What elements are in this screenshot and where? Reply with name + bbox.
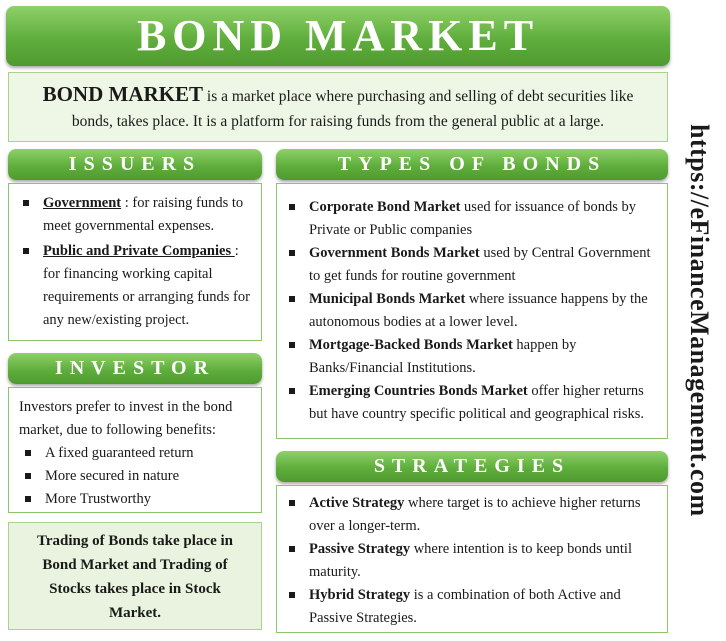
issuers-heading: ISSUERS (8, 149, 262, 180)
item-term: Mortgage-Backed Bonds Market (309, 337, 513, 353)
list-item (17, 192, 251, 238)
side-url (679, 8, 719, 633)
list-item (283, 242, 655, 288)
types-box (276, 183, 668, 439)
item-text: happen by Banks/Financial Institutions. (309, 337, 577, 376)
list-item (283, 288, 655, 334)
list-item (17, 240, 251, 332)
item-text: where intention is to keep bonds until maturity. (309, 541, 632, 580)
list-item (283, 492, 655, 538)
item-term: Municipal Bonds Market (309, 291, 466, 307)
item-term: Emerging Countries Bonds Market (309, 383, 528, 399)
trading-note: Trading of Bonds take place in Bond Market and Trading of Stocks takes place in Stock Market. (8, 522, 262, 630)
item-text: used by Central Government to get funds for routine government (309, 245, 651, 284)
list-item (283, 334, 655, 380)
investor-list (19, 442, 251, 511)
item-term: Active Strategy (309, 495, 405, 511)
intro-lead: BOND MARKET (42, 82, 204, 106)
issuers-list (17, 192, 251, 332)
list-item (283, 380, 655, 426)
list-item (283, 538, 655, 584)
item-term: Government (43, 195, 122, 211)
side-url-text: https://eFinanceManagement.com (685, 124, 714, 517)
list-item (283, 584, 655, 630)
investor-intro: Investors prefer to invest in the bond market, due to following benefits: (19, 399, 233, 438)
intro-text: is a market place where purchasing and selling of debt securities like bonds, takes place. It is a platform for raising funds from the general public at a large. (71, 88, 634, 130)
item-text: : for raising funds to meet governmental expenses. (43, 195, 244, 234)
issuers-box (8, 183, 262, 341)
item-term: Public and Private Companies (43, 243, 235, 259)
types-heading: TYPES OF BONDS (276, 149, 668, 180)
item-text: where target is to achieve higher returns over a longer-term. (309, 495, 641, 534)
strategies-list (283, 492, 655, 630)
item-text: used for issuance of bonds by Private or Public companies (309, 199, 637, 238)
list-item: More secured in nature (19, 465, 251, 488)
item-text: offer higher returns but have country specific political and geographical risks. (309, 383, 645, 422)
types-list (283, 196, 655, 426)
investor-heading: INVESTOR (8, 353, 262, 384)
strategies-box (276, 485, 668, 633)
investor-box (8, 387, 262, 513)
item-term: Hybrid Strategy (309, 587, 411, 603)
list-item: A fixed guaranteed return (19, 442, 251, 465)
item-term: Passive Strategy (309, 541, 411, 557)
item-text: is a combination of both Active and Passive Strategies. (309, 587, 621, 626)
intro-box (8, 72, 668, 142)
strategies-heading: STRATEGIES (276, 451, 668, 482)
item-term: Corporate Bond Market (309, 199, 461, 215)
main-title: BOND MARKET (6, 6, 670, 66)
list-item: More Trustworthy (19, 488, 251, 511)
item-text: where issuance happens by the autonomous bodies at a lower level. (309, 291, 648, 330)
item-term: Government Bonds Market (309, 245, 480, 261)
list-item (283, 196, 655, 242)
item-text: : for financing working capital requirements or arranging funds for any new/existing project. (43, 243, 250, 328)
